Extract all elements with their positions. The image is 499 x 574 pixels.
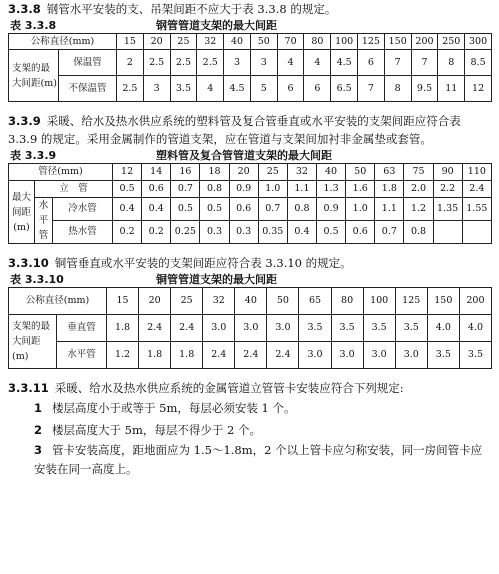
diameter-cell: 50 [346,164,375,181]
diameter-cell: 32 [287,164,316,181]
value-cell: 3.0 [203,315,235,342]
value-cell: 1.55 [462,198,491,221]
clause-3-3-8 [8,0,493,18]
value-cell: 11 [438,76,465,102]
diameter-cell: 125 [395,288,427,315]
clause-number: 3.3.8 [8,2,41,16]
diameter-cell: 100 [363,288,395,315]
diameter-cell: 80 [304,34,331,50]
table-row [9,198,492,221]
clause-number: 3.3.11 [8,381,49,395]
diameter-cell: 18 [200,164,229,181]
diameter-cell: 12 [113,164,142,181]
table-row [9,76,492,102]
value-cell: 4.5 [224,76,251,102]
value-cell: 0.7 [171,181,200,198]
clause-text: 铜管垂直或水平安装的支架间距应符合表 3.3.10 的规定。 [54,256,352,270]
diameter-cell: 15 [107,288,139,315]
diameter-cell: 20 [229,164,258,181]
value-cell: 3.0 [299,342,331,369]
list-item-number: 2 [34,423,43,437]
table-3-3-8 [8,33,492,102]
value-cell [433,221,462,244]
value-cell: 0.35 [258,221,287,244]
value-cell: 6 [304,76,331,102]
diameter-cell: 25 [170,34,197,50]
value-cell: 0.3 [200,221,229,244]
table-row [9,181,492,198]
value-cell: 0.2 [142,221,171,244]
row-label: 冷水管 [53,198,113,221]
value-cell: 12 [465,76,492,102]
value-cell: 3 [143,76,170,102]
value-cell: 0.4 [142,198,171,221]
diameter-cell: 65 [299,288,331,315]
value-cell: 2.5 [197,50,224,76]
row-label: 立 管 [35,181,113,198]
table-row [9,221,492,244]
value-cell: 3.0 [331,342,363,369]
diameter-cell: 20 [143,34,170,50]
diameter-cell: 50 [267,288,299,315]
value-cell: 1.8 [139,342,171,369]
table-number: 表 3.3.8 [10,19,57,32]
table-3-3-9 [8,163,492,244]
diameter-cell: 110 [462,164,491,181]
diameter-cell: 32 [203,288,235,315]
value-cell: 1.2 [404,198,433,221]
value-cell: 1.1 [375,198,404,221]
row-label: 保温管 [59,50,117,76]
diameter-cell: 25 [171,288,203,315]
table-header-row [9,164,492,181]
value-cell: 4 [197,76,224,102]
value-cell: 0.9 [229,181,258,198]
value-cell: 6 [358,50,385,76]
value-cell: 2.0 [404,181,433,198]
table-row [9,342,492,369]
table-row [9,315,492,342]
row-group-label: 支架的最大间距(m) [9,50,59,102]
value-cell: 0.4 [113,198,142,221]
clause-text: 采暖、给水及热水供应系统的金属管道立管管卡安装应符合下列规定: [54,381,404,395]
table-caption-3-3-9 [8,148,493,163]
diameter-cell: 70 [277,34,304,50]
diameter-cell: 90 [433,164,462,181]
value-cell: 0.5 [171,198,200,221]
value-cell: 1.0 [346,198,375,221]
header-label: 公称直径(mm) [9,288,107,315]
value-cell: 1.2 [107,342,139,369]
value-cell: 0.6 [229,198,258,221]
value-cell: 4.0 [427,315,459,342]
value-cell: 0.4 [287,221,316,244]
diameter-cell: 200 [411,34,438,50]
diameter-cell: 125 [358,34,385,50]
table-row [9,50,492,76]
list-item-number: 3 [34,443,43,457]
value-cell: 2.5 [170,50,197,76]
diameter-cell: 40 [224,34,251,50]
row-label: 不保温管 [59,76,117,102]
diameter-cell: 16 [171,164,200,181]
value-cell: 1.8 [107,315,139,342]
clause-3-3-10 [8,254,493,272]
value-cell: 3.5 [459,342,491,369]
value-cell: 7 [384,50,411,76]
clause-3-3-11 [8,379,493,397]
diameter-cell: 150 [384,34,411,50]
clause-text: 钢管水平安装的支、吊架间距不应大于表 3.3.8 的规定。 [46,2,337,16]
list-item-text: 楼层高度大于 5m，每层不得少于 2 个。 [52,423,262,437]
row-group-label: 最大间距(m) [9,181,35,244]
value-cell: 0.3 [229,221,258,244]
diameter-cell: 20 [139,288,171,315]
diameter-cell: 300 [465,34,492,50]
list-item [8,419,493,441]
diameter-cell: 80 [331,288,363,315]
value-cell: 2.5 [143,50,170,76]
value-cell: 3.5 [331,315,363,342]
value-cell: 0.8 [404,221,433,244]
table-header-row [9,34,492,50]
value-cell: 2.4 [203,342,235,369]
row-group-label: 支架的最大间距(m) [9,315,57,369]
diameter-cell: 25 [258,164,287,181]
value-cell: 3.5 [170,76,197,102]
value-cell: 8 [384,76,411,102]
table-number: 表 3.3.10 [10,273,64,286]
table-title: 钢管管道支架的最大间距 [156,19,277,32]
list-item [8,441,493,479]
value-cell: 0.5 [317,221,346,244]
value-cell: 0.9 [317,198,346,221]
value-cell: 8.5 [465,50,492,76]
value-cell: 7 [358,76,385,102]
value-cell: 3.5 [299,315,331,342]
diameter-cell: 40 [235,288,267,315]
value-cell: 3.0 [395,342,427,369]
clause-3-3-9 [8,112,493,148]
value-cell: 1.1 [287,181,316,198]
value-cell: 4.5 [331,50,358,76]
value-cell: 0.8 [200,181,229,198]
value-cell: 4 [304,50,331,76]
value-cell: 3.5 [427,342,459,369]
value-cell [462,221,491,244]
value-cell: 2.2 [433,181,462,198]
value-cell: 0.6 [346,221,375,244]
header-label: 管径(mm) [9,164,113,181]
value-cell: 3.0 [267,315,299,342]
value-cell: 1.8 [375,181,404,198]
value-cell: 0.5 [113,181,142,198]
diameter-cell: 250 [438,34,465,50]
diameter-cell: 200 [459,288,491,315]
diameter-cell: 14 [142,164,171,181]
value-cell: 0.6 [142,181,171,198]
table-caption-3-3-10 [8,272,493,287]
value-cell: 5 [250,76,277,102]
value-cell: 0.25 [171,221,200,244]
value-cell: 6 [277,76,304,102]
value-cell: 3.0 [235,315,267,342]
value-cell: 8 [438,50,465,76]
sub-group-label: 水平管 [35,198,53,244]
value-cell: 1.8 [171,342,203,369]
value-cell: 9.5 [411,76,438,102]
diameter-cell: 63 [375,164,404,181]
list-item-number: 1 [34,401,43,415]
header-label: 公称直径(mm) [9,34,117,50]
table-caption-3-3-8 [8,18,493,33]
value-cell: 1.0 [258,181,287,198]
table-header-row [9,288,492,315]
value-cell: 3.5 [363,315,395,342]
value-cell: 3 [250,50,277,76]
value-cell: 1.6 [346,181,375,198]
value-cell: 2.4 [235,342,267,369]
value-cell: 6.5 [331,76,358,102]
table-3-3-10 [8,287,492,369]
list-item-text: 管卡安装高度，距地面应为 1.5～1.8m，2 个以上管卡应匀称安装，同一房间管卡应安装在同一高度上。 [34,443,483,476]
clause-number: 3.3.9 [8,114,41,128]
table-title: 铜管管道支架的最大间距 [156,273,277,286]
table-title: 塑料管及复合管管道支架的最大间距 [156,149,332,162]
value-cell: 1.3 [317,181,346,198]
value-cell: 0.7 [375,221,404,244]
value-cell: 1.35 [433,198,462,221]
table-number: 表 3.3.9 [10,149,57,162]
value-cell: 3.0 [363,342,395,369]
clause-text: 采暖、给水及热水供应系统的塑料管及复合管垂直或水平安装的支架间距应符合表 3.3.9 的规定。采用金属制作的管道支架，应在管道与支架间加衬非金属垫或套管。 [8,114,461,146]
value-cell: 4 [277,50,304,76]
value-cell: 2.4 [139,315,171,342]
diameter-cell: 32 [197,34,224,50]
value-cell: 3.5 [395,315,427,342]
value-cell: 4.0 [459,315,491,342]
diameter-cell: 40 [317,164,346,181]
value-cell: 3 [224,50,251,76]
row-label: 垂直管 [57,315,107,342]
value-cell: 7 [411,50,438,76]
value-cell: 0.2 [113,221,142,244]
row-label: 水平管 [57,342,107,369]
value-cell: 2.5 [117,76,144,102]
list-item-text: 楼层高度小于或等于 5m，每层必须安装 1 个。 [52,401,296,415]
value-cell: 2.4 [267,342,299,369]
diameter-cell: 75 [404,164,433,181]
row-label: 热水管 [53,221,113,244]
value-cell: 0.7 [258,198,287,221]
value-cell: 0.8 [287,198,316,221]
value-cell: 0.5 [200,198,229,221]
clause-number: 3.3.10 [8,256,49,270]
value-cell: 2.4 [171,315,203,342]
list-item [8,397,493,419]
diameter-cell: 100 [331,34,358,50]
value-cell: 2 [117,50,144,76]
value-cell: 2.4 [462,181,491,198]
diameter-cell: 15 [117,34,144,50]
diameter-cell: 150 [427,288,459,315]
diameter-cell: 50 [250,34,277,50]
